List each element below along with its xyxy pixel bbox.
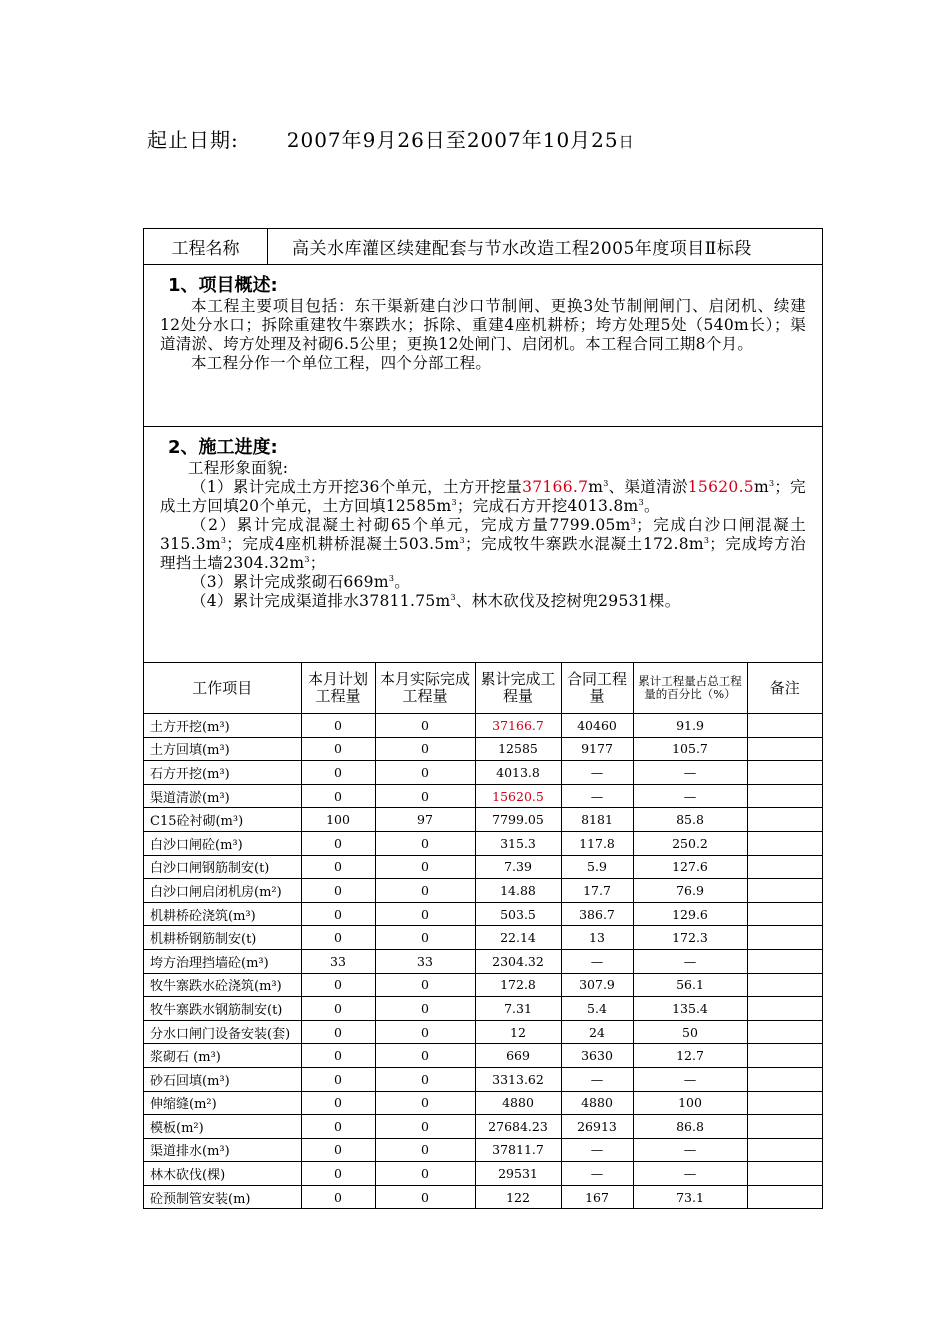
cell-percent: 86.8 [633, 1115, 747, 1139]
cell-note [747, 1138, 822, 1162]
date-label: 起止日期: [147, 128, 239, 152]
cell-note [747, 855, 822, 879]
progress-section [144, 427, 822, 663]
cell-actual: 0 [375, 714, 475, 738]
table-row [144, 997, 822, 1021]
table-body [144, 714, 822, 1209]
cell-actual: 0 [375, 784, 475, 808]
header-percent: 累计工程量占总工程量的百分比（%） [633, 663, 747, 714]
cell-percent: 76.9 [633, 879, 747, 903]
table-header-row [144, 663, 822, 714]
cell-contract: 307.9 [561, 973, 633, 997]
header-cumulative: 累计完成工程量 [475, 663, 561, 714]
cell-note [747, 714, 822, 738]
cell-cumulative: 172.8 [475, 973, 561, 997]
cell-plan: 0 [301, 1162, 375, 1186]
cell-cumulative: 15620.5 [475, 784, 561, 808]
report-frame [143, 228, 823, 1209]
cell-actual: 0 [375, 926, 475, 950]
cell-contract: — [561, 1138, 633, 1162]
cell-actual: 97 [375, 808, 475, 832]
cell-actual: 0 [375, 761, 475, 785]
cell-cumulative: 7799.05 [475, 808, 561, 832]
cell-percent: — [633, 784, 747, 808]
cell-cumulative: 4013.8 [475, 761, 561, 785]
cell-note [747, 1162, 822, 1186]
progress-item-4: （4）累计完成渠道排水$37811.75m^3$、林木砍伐及挖树兜29531棵。 [191, 592, 681, 610]
cell-percent: 250.2 [633, 831, 747, 855]
cell-contract: 17.7 [561, 879, 633, 903]
overview-title: 1、项目概述: [168, 275, 278, 296]
table-row [144, 784, 822, 808]
cell-contract: 5.4 [561, 997, 633, 1021]
cell-plan: 0 [301, 1044, 375, 1068]
cell-item: 白沙口闸启闭机房(m²) [144, 879, 301, 903]
cell-plan: 0 [301, 1020, 375, 1044]
table-row [144, 1044, 822, 1068]
cell-cumulative: 2304.32 [475, 949, 561, 973]
cell-actual: 0 [375, 879, 475, 903]
progress-subtitle: 工程形象面貌: [187, 459, 289, 477]
table-row [144, 714, 822, 738]
cell-note [747, 808, 822, 832]
cell-cumulative: 669 [475, 1044, 561, 1068]
cell-cumulative: 37811.7 [475, 1138, 561, 1162]
cell-cumulative: 122 [475, 1185, 561, 1208]
table-row [144, 1185, 822, 1208]
date-range: 2007年9月26日至2007年10月25 [286, 128, 619, 152]
cell-item: 渠道排水(m³) [144, 1138, 301, 1162]
header-contract: 合同工程量 [561, 663, 633, 714]
cell-percent: 73.1 [633, 1185, 747, 1208]
cell-plan: 0 [301, 1067, 375, 1091]
cell-plan: 0 [301, 784, 375, 808]
cell-contract: 26913 [561, 1115, 633, 1139]
cell-cumulative: 7.31 [475, 997, 561, 1021]
table-row [144, 761, 822, 785]
cell-percent: 135.4 [633, 997, 747, 1021]
cell-plan: 0 [301, 1138, 375, 1162]
cell-percent: — [633, 1067, 747, 1091]
table-row [144, 1091, 822, 1115]
progress-title: 2、施工进度: [168, 437, 278, 458]
cell-actual: 0 [375, 1115, 475, 1139]
cell-plan: 0 [301, 1115, 375, 1139]
cell-contract: 9177 [561, 737, 633, 761]
cell-item: 石方开挖(m³) [144, 761, 301, 785]
overview-paragraph-2: 本工程分作一个单位工程，四个分部工程。 [191, 354, 492, 372]
cell-note [747, 949, 822, 973]
overview-section [144, 265, 822, 427]
cell-note [747, 1044, 822, 1068]
cell-note [747, 1067, 822, 1091]
cell-percent: 12.7 [633, 1044, 747, 1068]
cell-actual: 0 [375, 1091, 475, 1115]
cell-contract: 4880 [561, 1091, 633, 1115]
cell-percent: — [633, 949, 747, 973]
cell-plan: 0 [301, 855, 375, 879]
table-row [144, 1067, 822, 1091]
cell-percent: — [633, 1138, 747, 1162]
cell-note [747, 1091, 822, 1115]
cell-note [747, 761, 822, 785]
cell-actual: 0 [375, 855, 475, 879]
cell-plan: 0 [301, 761, 375, 785]
table-row [144, 1162, 822, 1186]
cell-note [747, 784, 822, 808]
date-line [147, 124, 635, 153]
cell-item: 林木砍伐(棵) [144, 1162, 301, 1186]
cell-percent: 172.3 [633, 926, 747, 950]
cell-actual: 0 [375, 831, 475, 855]
cell-plan: 0 [301, 902, 375, 926]
cell-plan: 100 [301, 808, 375, 832]
cell-plan: 0 [301, 879, 375, 903]
cell-plan: 33 [301, 949, 375, 973]
table-row [144, 855, 822, 879]
cell-percent: 100 [633, 1091, 747, 1115]
cell-item: 分水口闸门设备安装(套) [144, 1020, 301, 1044]
cell-contract: — [561, 784, 633, 808]
cell-percent: 127.6 [633, 855, 747, 879]
cell-cumulative: 7.39 [475, 855, 561, 879]
project-name-label: 工程名称 [144, 229, 268, 264]
cell-note [747, 973, 822, 997]
cell-contract: 3630 [561, 1044, 633, 1068]
cell-item: 模板(m²) [144, 1115, 301, 1139]
overview-paragraph-1: 本工程主要项目包括：东干渠新建白沙口节制闸、更换3处节制闸闸门、启闭机、续建12处分水口；拆除重建牧牛寨跌水；拆除、重建4座机耕桥；垮方处理5处（540m长）；渠道清淤、垮方处理及衬砌6.5公里；更换12处闸门、启闭机。本工程合同工期8个月。 [160, 297, 806, 353]
cell-note [747, 831, 822, 855]
cell-actual: 0 [375, 1138, 475, 1162]
table-row [144, 737, 822, 761]
cell-actual: 0 [375, 997, 475, 1021]
cell-percent: — [633, 1162, 747, 1186]
table-row [144, 1115, 822, 1139]
cell-item: 白沙口闸砼(m³) [144, 831, 301, 855]
cell-contract: 167 [561, 1185, 633, 1208]
cell-percent: 129.6 [633, 902, 747, 926]
cell-item: 牧牛寨跌水钢筋制安(t) [144, 997, 301, 1021]
cell-plan: 0 [301, 997, 375, 1021]
table-row [144, 808, 822, 832]
table-row [144, 879, 822, 903]
cell-contract: 24 [561, 1020, 633, 1044]
earth-excavation-value: 37166.7 [522, 478, 589, 496]
table-row [144, 973, 822, 997]
cell-item: 伸缩缝(m²) [144, 1091, 301, 1115]
cell-plan: 0 [301, 737, 375, 761]
cell-item: C15砼衬砌(m³) [144, 808, 301, 832]
cell-item: 浆砌石 (m³) [144, 1044, 301, 1068]
cell-plan: 0 [301, 714, 375, 738]
cell-percent: 91.9 [633, 714, 747, 738]
cell-item: 砼预制管安装(m) [144, 1185, 301, 1208]
cell-item: 牧牛寨跌水砼浇筑(m³) [144, 973, 301, 997]
cell-contract: — [561, 1162, 633, 1186]
cell-actual: 0 [375, 902, 475, 926]
cell-note [747, 1185, 822, 1208]
cell-item: 砂石回填(m³) [144, 1067, 301, 1091]
cell-contract: 8181 [561, 808, 633, 832]
cell-percent: — [633, 761, 747, 785]
cell-note [747, 879, 822, 903]
cell-actual: 0 [375, 1162, 475, 1186]
cell-cumulative: 29531 [475, 1162, 561, 1186]
cell-percent: 85.8 [633, 808, 747, 832]
project-name-row [144, 229, 822, 265]
cell-cumulative: 27684.23 [475, 1115, 561, 1139]
cell-actual: 0 [375, 973, 475, 997]
header-monthly-actual: 本月实际完成工程量 [375, 663, 475, 714]
cell-item: 机耕桥钢筋制安(t) [144, 926, 301, 950]
cell-item: 垮方治理挡墙砼(m³) [144, 949, 301, 973]
progress-item-2: （2）累计完成混凝土衬砌65个单元，完成方量$7799.05m^3$；完成白沙口闸混凝土$315.3m^3$；完成4座机耕桥混凝土$503.5m^3$；完成牧牛寨跌水混凝土$172.8m^3$；完成垮方治理挡土墙$2304.32m^3$； [160, 516, 806, 572]
cell-cumulative: 37166.7 [475, 714, 561, 738]
cell-contract: — [561, 949, 633, 973]
cell-note [747, 926, 822, 950]
cell-note [747, 902, 822, 926]
cell-contract: 40460 [561, 714, 633, 738]
cell-actual: 0 [375, 1044, 475, 1068]
cell-cumulative: 4880 [475, 1091, 561, 1115]
cell-cumulative: 12 [475, 1020, 561, 1044]
cell-percent: 50 [633, 1020, 747, 1044]
cell-contract: — [561, 1067, 633, 1091]
cell-note [747, 1115, 822, 1139]
cell-actual: 0 [375, 1020, 475, 1044]
cell-percent: 56.1 [633, 973, 747, 997]
cell-cumulative: 22.14 [475, 926, 561, 950]
cell-actual: 0 [375, 1185, 475, 1208]
cell-item: 土方回填(m³) [144, 737, 301, 761]
cell-contract: 5.9 [561, 855, 633, 879]
cell-item: 土方开挖(m³) [144, 714, 301, 738]
cell-plan: 0 [301, 926, 375, 950]
table-row [144, 902, 822, 926]
project-name-value: 高关水库灌区续建配套与节水改造工程2005年度项目Ⅱ标段 [292, 239, 752, 259]
cell-cumulative: 14.88 [475, 879, 561, 903]
progress-table [144, 663, 822, 1208]
table-row [144, 1138, 822, 1162]
header-note: 备注 [747, 663, 822, 714]
cell-cumulative: 3313.62 [475, 1067, 561, 1091]
table-row [144, 831, 822, 855]
silt-clearing-value: 15620.5 [687, 478, 754, 496]
progress-item-3: （3）累计完成浆砌石$669m^3$。 [191, 573, 411, 591]
cell-percent: 105.7 [633, 737, 747, 761]
cell-contract: — [561, 761, 633, 785]
cell-contract: 13 [561, 926, 633, 950]
cell-actual: 33 [375, 949, 475, 973]
progress-item-1: （1）累计完成土方开挖36个单元，土方开挖量$37166.7m^3$、渠道清淤$15620.5m^3$；完成土方回填20个单元，土方回填$12585m^3$；完成石方开挖$4013.8m^3$。 [160, 478, 806, 515]
cell-item: 机耕桥砼浇筑(m³) [144, 902, 301, 926]
cell-contract: 386.7 [561, 902, 633, 926]
cell-plan: 0 [301, 1185, 375, 1208]
header-monthly-plan: 本月计划工程量 [301, 663, 375, 714]
table-row [144, 949, 822, 973]
cell-actual: 0 [375, 1067, 475, 1091]
cell-note [747, 737, 822, 761]
cell-item: 白沙口闸钢筋制安(t) [144, 855, 301, 879]
cell-plan: 0 [301, 1091, 375, 1115]
cell-item: 渠道清淤(m³) [144, 784, 301, 808]
table-row [144, 1020, 822, 1044]
header-work-item: 工作项目 [144, 663, 301, 714]
cell-plan: 0 [301, 973, 375, 997]
cell-contract: 117.8 [561, 831, 633, 855]
cell-cumulative: 12585 [475, 737, 561, 761]
table-row [144, 926, 822, 950]
cell-note [747, 997, 822, 1021]
cell-cumulative: 315.3 [475, 831, 561, 855]
cell-plan: 0 [301, 831, 375, 855]
cell-actual: 0 [375, 737, 475, 761]
cell-note [747, 1020, 822, 1044]
cell-cumulative: 503.5 [475, 902, 561, 926]
date-suffix: 日 [618, 133, 635, 151]
